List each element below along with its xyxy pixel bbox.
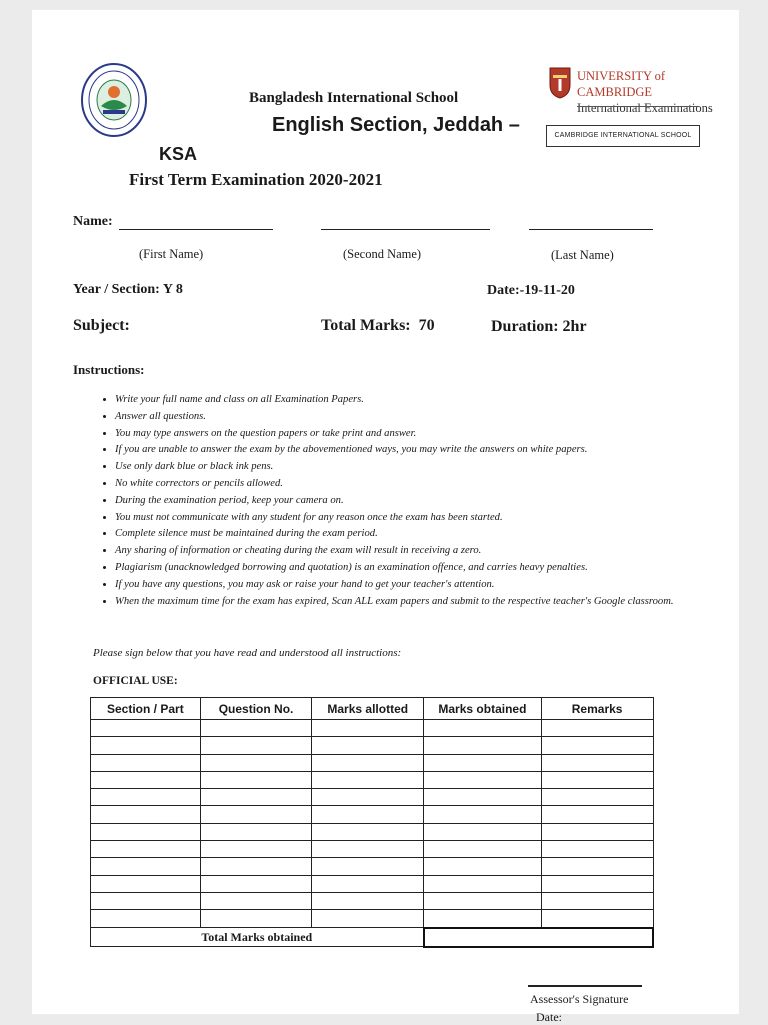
total-marks-label: Total Marks: 70 xyxy=(321,317,435,334)
instruction-item: • Plagiarism (unacknowledged borrowing and quotation) is an examination offence, and carries heavy penalties. xyxy=(115,560,730,577)
instruction-item: • During the examination period, keep your camera on. xyxy=(115,493,730,510)
cambridge-crest-icon xyxy=(549,67,571,99)
table-cell[interactable] xyxy=(541,806,653,823)
table-cell[interactable] xyxy=(541,858,653,875)
instruction-item: • Any sharing of information or cheating during the exam will result in receiving a zero. xyxy=(115,543,730,560)
table-body xyxy=(91,720,654,928)
table-cell[interactable] xyxy=(541,737,653,754)
table-cell[interactable] xyxy=(200,789,312,806)
column-header: Marks allotted xyxy=(312,698,424,720)
table-cell[interactable] xyxy=(541,789,653,806)
assessor-signature-label: Assessor's Signature xyxy=(530,992,629,1006)
second-name-caption: (Second Name) xyxy=(343,247,422,261)
first-name-caption: (First Name) xyxy=(139,247,204,261)
table-cell[interactable] xyxy=(312,823,424,840)
table-row xyxy=(91,806,654,823)
table-cell[interactable] xyxy=(91,771,201,788)
school-name: Bangladesh International School xyxy=(249,90,459,106)
table-row xyxy=(91,737,654,754)
total-row xyxy=(91,928,654,947)
column-header: Marks obtained xyxy=(424,698,542,720)
instruction-item: • Answer all questions. xyxy=(115,409,730,426)
table-cell[interactable] xyxy=(541,754,653,771)
column-header: Section / Part xyxy=(91,698,201,720)
subject-label: Subject: xyxy=(73,317,130,334)
table-cell[interactable] xyxy=(312,720,424,737)
last-name-line xyxy=(529,229,653,230)
date-label: Date:-19-11-20 xyxy=(487,283,575,298)
instruction-item: • You may type answers on the question papers or take print and answer. xyxy=(115,426,730,443)
total-marks-obtained-box[interactable] xyxy=(424,928,653,947)
cambridge-school-box: CAMBRIDGE INTERNATIONAL SCHOOL xyxy=(546,125,700,147)
table-cell[interactable] xyxy=(91,737,201,754)
table-header-row xyxy=(91,698,654,720)
table-cell[interactable] xyxy=(424,806,542,823)
total-marks-obtained-label: Total Marks obtained xyxy=(91,928,424,947)
column-header: Remarks xyxy=(541,698,653,720)
exam-sheet xyxy=(32,10,739,1024)
cambridge-divider xyxy=(577,106,699,107)
cambridge-line-1: UNIVERSITY of CAMBRIDGE xyxy=(577,69,666,99)
table-cell[interactable] xyxy=(541,771,653,788)
table-cell[interactable] xyxy=(91,910,201,928)
table-cell[interactable] xyxy=(91,892,201,909)
table-row xyxy=(91,823,654,840)
table-cell[interactable] xyxy=(541,823,653,840)
table-cell[interactable] xyxy=(312,910,424,928)
table-cell[interactable] xyxy=(312,789,424,806)
table-row xyxy=(91,910,654,928)
table-cell[interactable] xyxy=(91,754,201,771)
instructions-list xyxy=(87,392,730,610)
official-use-heading: OFFICIAL USE: xyxy=(93,675,178,687)
table-cell[interactable] xyxy=(424,892,542,909)
instruction-item: • If you have any questions, you may ask or raise your hand to get your teacher's attention. xyxy=(115,577,730,594)
table-cell[interactable] xyxy=(200,892,312,909)
table-cell[interactable] xyxy=(424,754,542,771)
table-cell[interactable] xyxy=(200,823,312,840)
table-cell[interactable] xyxy=(312,841,424,858)
instruction-item: • If you are unable to answer the exam by the abovementioned ways, you may write the answers on white papers. xyxy=(115,442,730,459)
table-cell[interactable] xyxy=(541,910,653,928)
table-row xyxy=(91,789,654,806)
table-cell[interactable] xyxy=(312,806,424,823)
name-label: Name: xyxy=(73,214,113,229)
table-row xyxy=(91,720,654,737)
table-cell[interactable] xyxy=(200,910,312,928)
table-cell[interactable] xyxy=(91,789,201,806)
table-row xyxy=(91,892,654,909)
table-cell[interactable] xyxy=(541,841,653,858)
table-cell[interactable] xyxy=(200,754,312,771)
table-cell[interactable] xyxy=(424,910,542,928)
table-cell[interactable] xyxy=(91,720,201,737)
table-cell[interactable] xyxy=(312,892,424,909)
year-section-label: Year / Section: Y 8 xyxy=(73,282,183,297)
exam-title: First Term Examination 2020-2021 xyxy=(129,170,383,189)
instruction-item: • No white correctors or pencils allowed. xyxy=(115,476,730,493)
table-row xyxy=(91,754,654,771)
table-cell[interactable] xyxy=(91,823,201,840)
table-cell[interactable] xyxy=(312,737,424,754)
table-cell[interactable] xyxy=(312,754,424,771)
table-cell[interactable] xyxy=(424,771,542,788)
instruction-item: • You must not communicate with any student for any reason once the exam has been started. xyxy=(115,510,730,527)
table-cell[interactable] xyxy=(424,737,542,754)
first-name-line xyxy=(119,229,273,230)
table-cell[interactable] xyxy=(200,806,312,823)
last-name-caption: (Last Name) xyxy=(551,248,614,262)
table-cell[interactable] xyxy=(541,892,653,909)
table-cell[interactable] xyxy=(424,875,542,892)
table-cell[interactable] xyxy=(424,720,542,737)
table-cell[interactable] xyxy=(200,841,312,858)
table-cell[interactable] xyxy=(200,858,312,875)
table-cell[interactable] xyxy=(200,771,312,788)
location-label: KSA xyxy=(159,144,198,164)
section-name: English Section, Jeddah – xyxy=(272,114,520,136)
table-cell[interactable] xyxy=(424,841,542,858)
table-cell[interactable] xyxy=(200,875,312,892)
table-cell[interactable] xyxy=(91,841,201,858)
instruction-item: • Use only dark blue or black ink pens. xyxy=(115,459,730,476)
table-cell[interactable] xyxy=(200,737,312,754)
signature-line xyxy=(528,985,642,987)
table-row xyxy=(91,875,654,892)
table-cell[interactable] xyxy=(541,720,653,737)
table-row xyxy=(91,858,654,875)
table-row xyxy=(91,841,654,858)
table-cell[interactable] xyxy=(312,875,424,892)
school-logo-icon xyxy=(81,62,147,138)
column-header: Question No. xyxy=(200,698,312,720)
cambridge-name xyxy=(577,68,739,116)
instructions-heading: Instructions: xyxy=(73,362,145,377)
table-cell[interactable] xyxy=(424,789,542,806)
table-cell[interactable] xyxy=(91,858,201,875)
table-cell[interactable] xyxy=(91,806,201,823)
table-row xyxy=(91,771,654,788)
table-cell[interactable] xyxy=(541,875,653,892)
table-cell[interactable] xyxy=(91,875,201,892)
second-name-line xyxy=(321,229,490,230)
duration-label: Duration: 2hr xyxy=(491,318,587,335)
cambridge-line-2: International Examinations xyxy=(577,101,713,115)
signature-date-label: Date: xyxy=(536,1010,562,1024)
table-cell[interactable] xyxy=(200,720,312,737)
official-use-table xyxy=(90,697,654,948)
table-cell[interactable] xyxy=(424,823,542,840)
instruction-item: • Write your full name and class on all Examination Papers. xyxy=(115,392,730,409)
instruction-item: • When the maximum time for the exam has expired, Scan ALL exam papers and submit to the respective teacher's Google classroom. xyxy=(115,594,730,611)
instruction-item: • Complete silence must be maintained during the exam period. xyxy=(115,526,730,543)
sign-note: Please sign below that you have read and understood all instructions: xyxy=(93,647,402,659)
table-cell[interactable] xyxy=(312,858,424,875)
table-cell[interactable] xyxy=(424,858,542,875)
table-cell[interactable] xyxy=(312,771,424,788)
